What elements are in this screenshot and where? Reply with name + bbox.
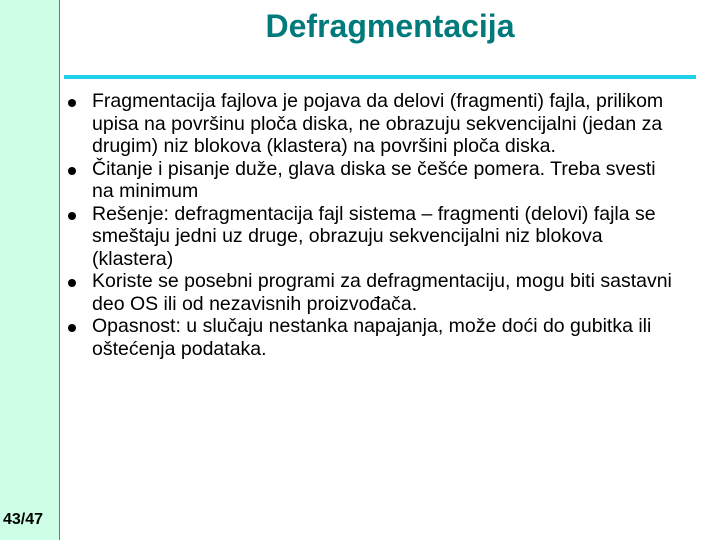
bullet-icon [68, 279, 76, 287]
bullet-icon [68, 324, 76, 332]
list-item [68, 158, 678, 203]
title-underline [64, 75, 696, 79]
slide-title: Defragmentacija [265, 8, 515, 44]
bullet-text: Čitanje i pisanje duže, glava diska se češće pomera. Treba svesti na minimum [92, 157, 656, 202]
list-item [68, 270, 678, 315]
bullet-icon [68, 99, 76, 107]
bullet-icon [68, 167, 76, 175]
bullet-list [68, 90, 678, 360]
bullet-text: Fragmentacija fajlova je pojava da delovi (fragmenti) fajla, prilikom upisa na površinu ploča diska, ne obrazuju sekvencijalni (jedan za drugim) niz blokova (klastera) na površini ploča diska. [92, 90, 664, 157]
list-item [68, 315, 678, 360]
bullet-text: Koriste se posebni programi za defragmentaciju, mogu biti sastavni deo OS ili od nezavisnih proizvođača. [92, 270, 672, 315]
list-item [68, 90, 678, 158]
left-sidebar-band [0, 0, 59, 540]
list-item [68, 203, 678, 271]
bullet-text: Opasnost: u slučaju nestanka napajanja, može doći do gubitka ili oštećenja podataka. [92, 315, 652, 360]
bullet-icon [68, 212, 76, 220]
sidebar-divider [59, 0, 60, 540]
slide-page-number: 43/47 [3, 511, 44, 528]
bullet-text: Rešenje: defragmentacija fajl sistema – fragmenti (delovi) fajla se smeštaju jedni uz druge, obrazuju sekvencijalni niz blokova (klastera) [92, 202, 656, 270]
